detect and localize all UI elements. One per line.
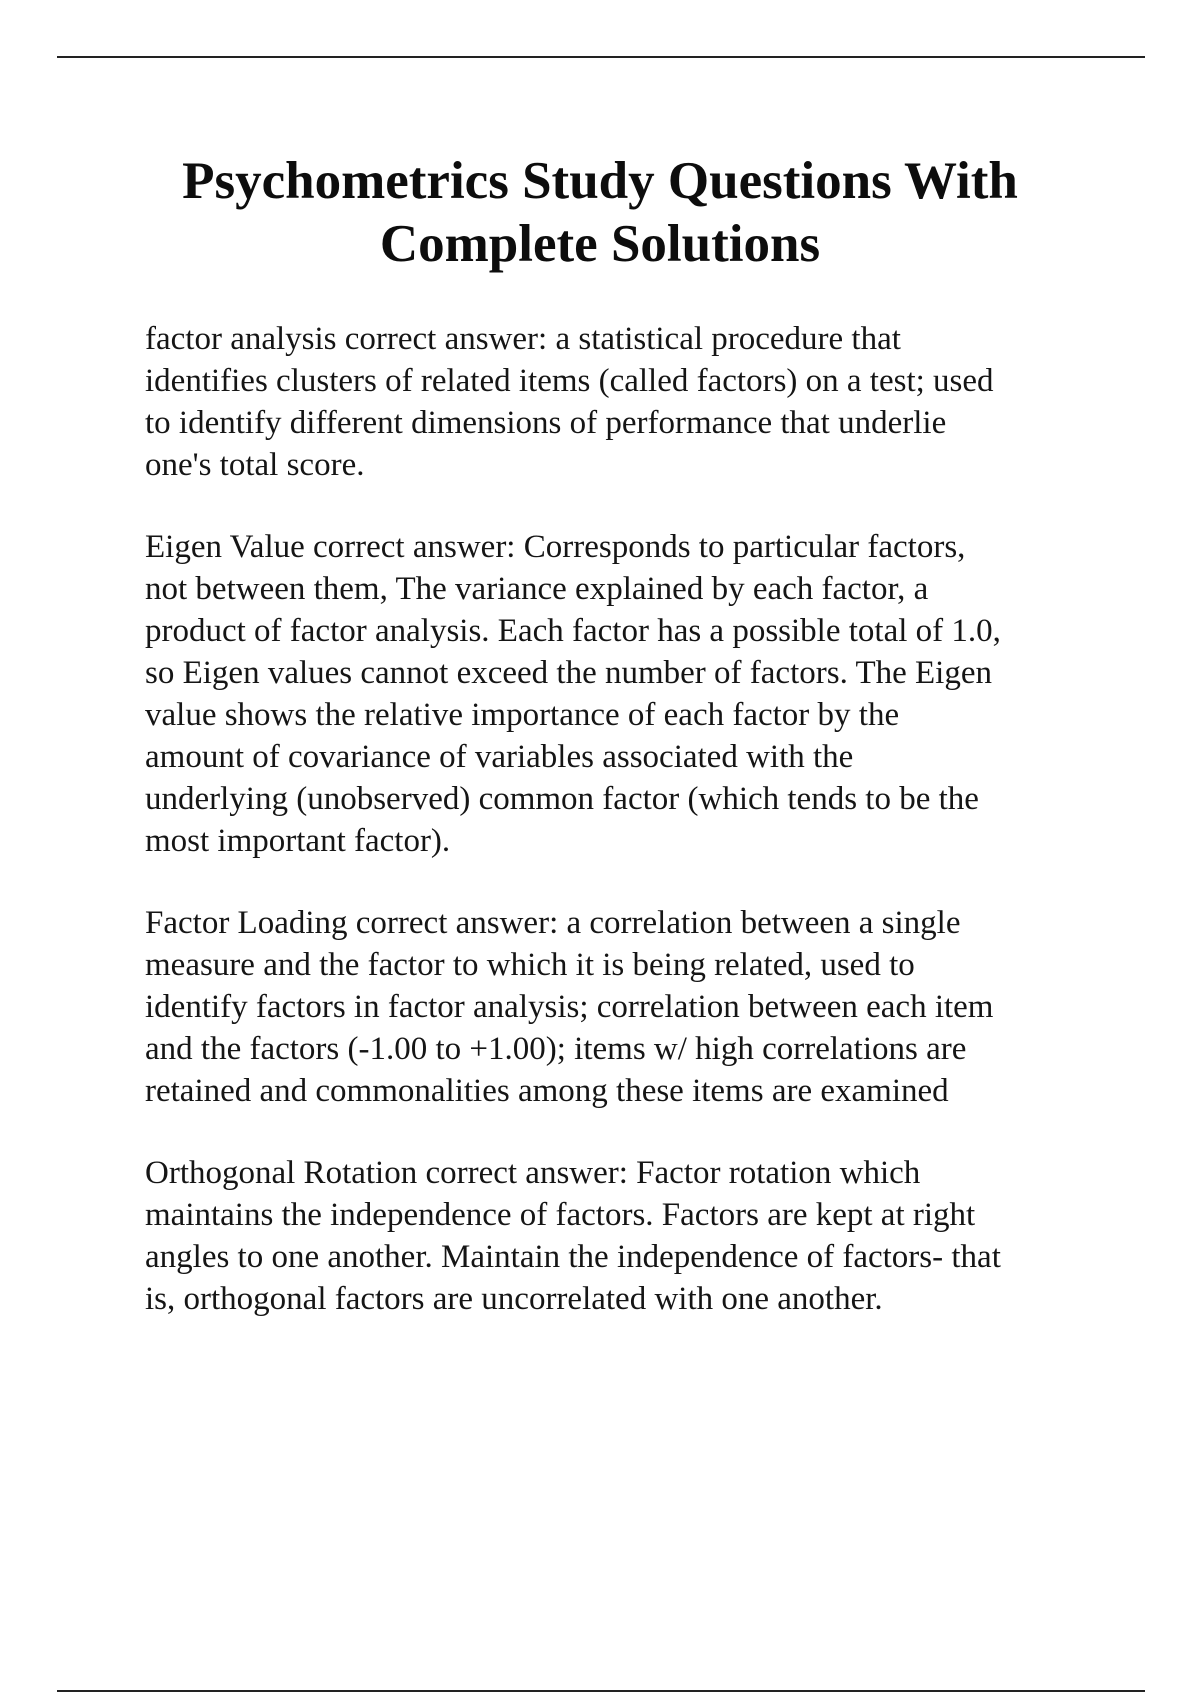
entry-line: is, orthogonal factors are uncorrelated with one another. — [145, 1281, 883, 1317]
entry-eigen-value — [145, 526, 1100, 862]
entry-line: value shows the relative importance of each factor by the — [145, 697, 900, 733]
entry-factor-loading — [145, 902, 1100, 1112]
entry-line: retained and commonalities among these items are examined — [145, 1073, 949, 1109]
entry-line: amount of covariance of variables associated with the — [145, 739, 854, 775]
entry-line: underlying (unobserved) common factor (which tends to be the — [145, 781, 979, 817]
entry-line: angles to one another. Maintain the independence of factors- that — [145, 1239, 1001, 1275]
entry-line: not between them, The variance explained by each factor, a — [145, 571, 929, 607]
entry-line: measure and the factor to which it is being related, used to — [145, 947, 915, 983]
entry-line: most important factor). — [145, 823, 451, 859]
entry-line: Eigen Value correct answer: Corresponds to particular factors, — [145, 529, 966, 565]
document-body — [145, 318, 1100, 1360]
entry-factor-analysis — [145, 318, 1100, 486]
entry-line: one's total score. — [145, 447, 365, 483]
top-rule — [57, 56, 1145, 58]
entry-line: identify factors in factor analysis; correlation between each item — [145, 989, 994, 1025]
entry-line: maintains the independence of factors. Factors are kept at right — [145, 1197, 976, 1233]
bottom-rule — [57, 1690, 1145, 1692]
entry-line: Orthogonal Rotation correct answer: Factor rotation which — [145, 1155, 921, 1191]
entry-line: so Eigen values cannot exceed the number of factors. The Eigen — [145, 655, 992, 691]
entry-line: to identify different dimensions of performance that underlie — [145, 405, 947, 441]
title-line: Psychometrics Study Questions With — [182, 152, 1018, 210]
entry-line: product of factor analysis. Each factor has a possible total of 1.0, — [145, 613, 1001, 649]
title-line: Complete Solutions — [379, 215, 821, 273]
document-title — [100, 150, 1100, 276]
entry-line: Factor Loading correct answer: a correlation between a single — [145, 905, 961, 941]
entry-line: identifies clusters of related items (called factors) on a test; used — [145, 363, 994, 399]
entry-line: factor analysis correct answer: a statistical procedure that — [145, 321, 901, 357]
entry-line: and the factors (-1.00 to +1.00); items w/ high correlations are — [145, 1031, 967, 1067]
entry-orthogonal-rotation — [145, 1152, 1100, 1320]
